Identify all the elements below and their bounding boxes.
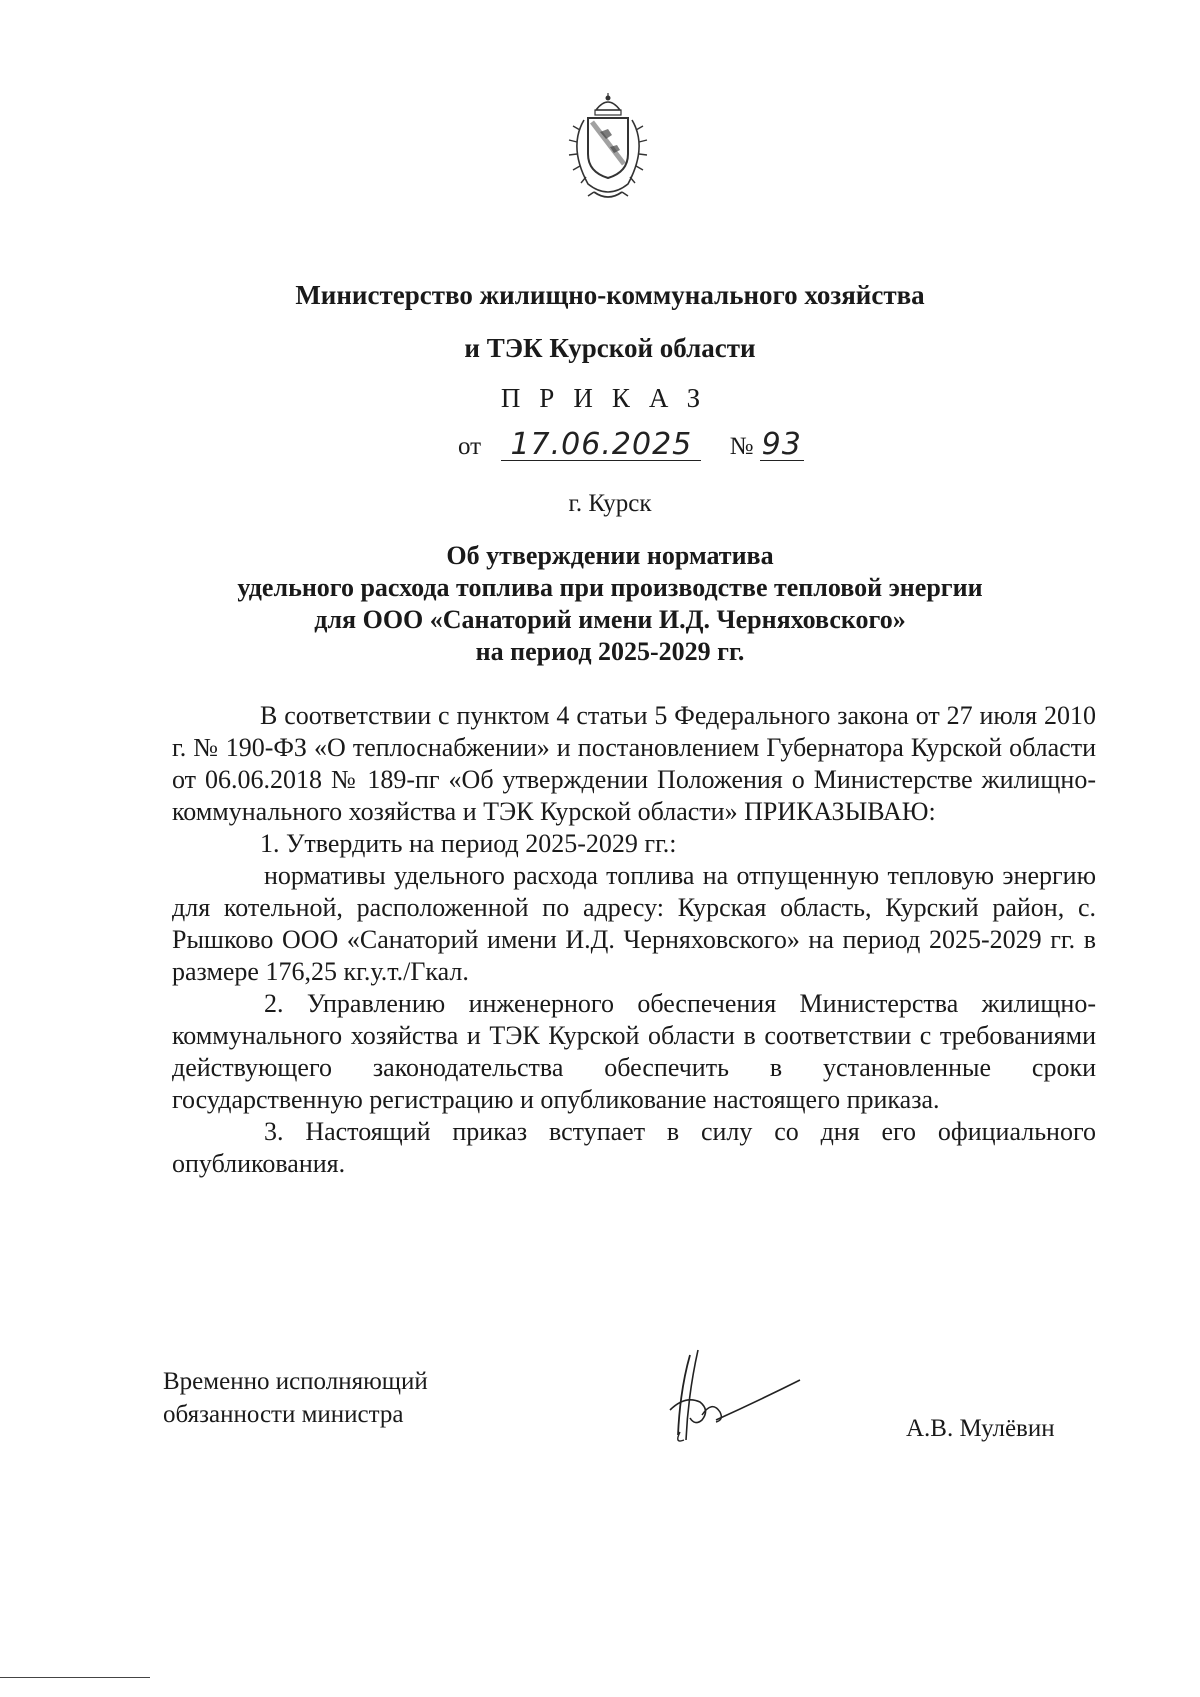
footer-divider (0, 1677, 150, 1678)
item-2-paragraph: 2. Управлению инженерного обеспечения Министерства жилищно-коммунального хозяйства и ТЭК Курской области в соответствии с требованиями действующего законодательства обеспечить в установленные сроки государственную регистрацию и опубликование настоящего приказа. (172, 989, 1096, 1114)
item-1-heading: 1. Утвердить на период 2025-2029 гг.: (260, 829, 677, 858)
ministry-name-line-1: Министерство жилищно-коммунального хозяйства (295, 280, 925, 310)
subject-line-4: на период 2025-2029 гг. (475, 637, 745, 666)
date-number-line (458, 427, 804, 462)
coat-of-arms-icon (558, 92, 658, 204)
document-body (172, 700, 1096, 1180)
number-prefix: № (729, 433, 754, 460)
document-subject (10, 540, 1200, 668)
signatory-role (163, 1365, 428, 1431)
handwritten-date: 17.06.2025 (501, 430, 701, 461)
preamble-paragraph: В соответствии с пунктом 4 статьи 5 Федерального закона от 27 июля 2010 г. № 190-ФЗ «О теплоснабжении» и постановлением Губернатора Курской области от 06.06.2018 № 189-пг «Об утверждении Положения о Министерстве жилищно-коммунального хозяйства и ТЭК Курской области» ПРИКАЗЫВАЮ: (172, 701, 1096, 826)
signatory-role-line-2: обязанности министра (163, 1401, 404, 1428)
ministry-name-line-2: и ТЭК Курской области (464, 333, 756, 363)
signatory-name: А.В. Мулёвин (906, 1415, 1055, 1442)
item-3-paragraph: 3. Настоящий приказ вступает в силу со дня его официального опубликования. (172, 1117, 1096, 1178)
handwritten-signature-icon (650, 1340, 810, 1450)
signatory-role-line-1: Временно исполняющий (163, 1368, 428, 1395)
subject-line-2: удельного расхода топлива при производстве тепловой энергии (237, 573, 983, 602)
subject-line-1: Об утверждении норматива (446, 541, 774, 570)
document-type-title: ПРИКАЗ (500, 383, 720, 413)
subject-line-3: для ООО «Санаторий имени И.Д. Черняховского» (314, 605, 906, 634)
date-prefix: от (458, 433, 482, 460)
handwritten-number: 93 (761, 427, 802, 462)
item-1-text: нормативы удельного расхода топлива на отпущенную тепловую энергию для котельной, расположенной по адресу: Курская область, Курский район, с. Рышково ООО «Санаторий имени И.Д. Черняховского» на период 2025-2029 гг. в размере 176,25 кг.у.т./Гкал. (172, 861, 1096, 986)
city-line: г. Курск (568, 490, 652, 517)
